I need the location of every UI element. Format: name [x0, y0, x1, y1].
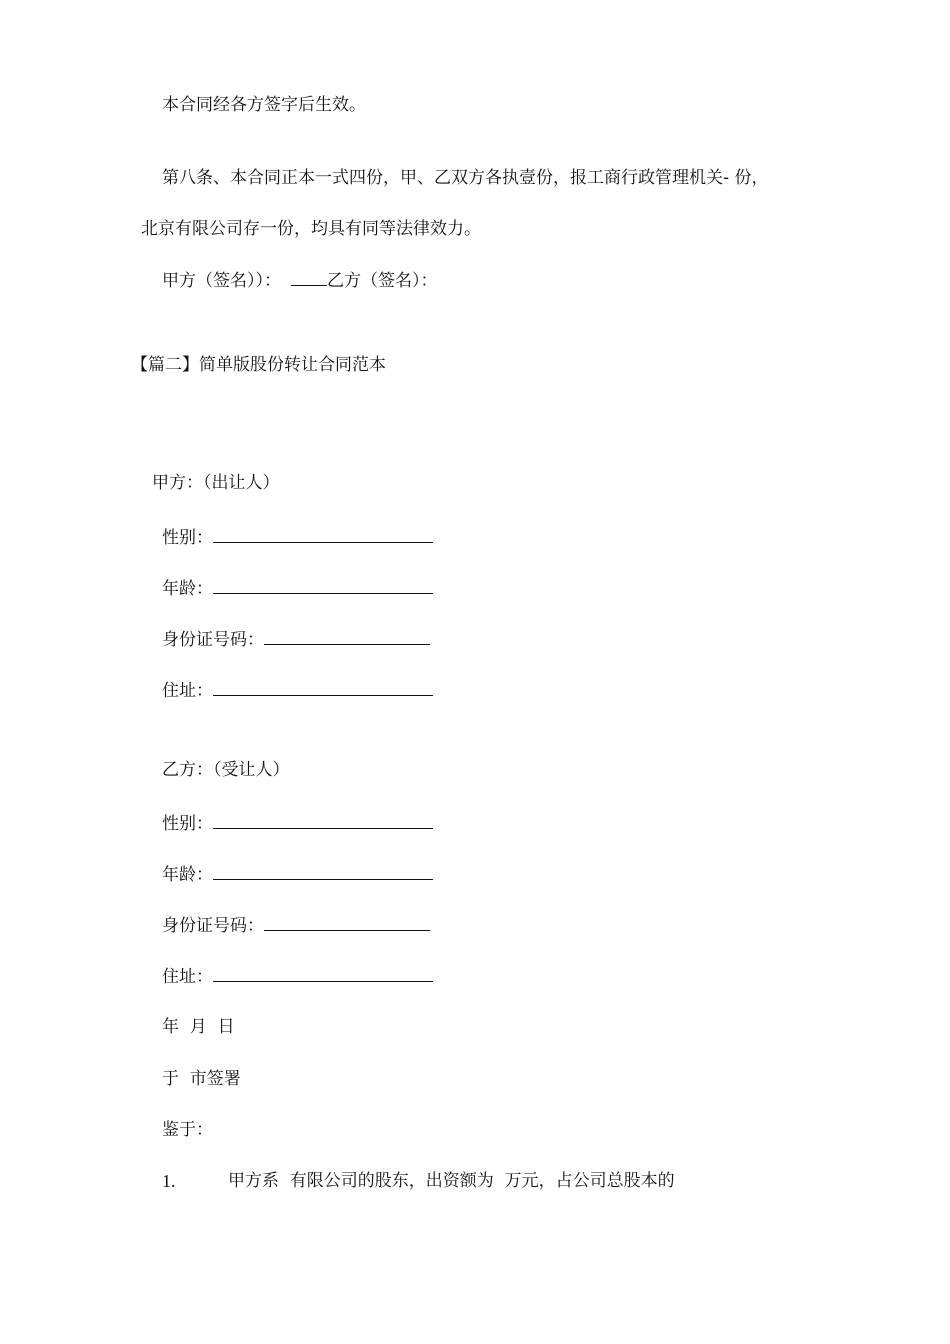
party-b-age-blank: [213, 863, 433, 880]
party-b-gender: [162, 812, 433, 835]
party-b-address: [162, 965, 433, 988]
party-b-gender-label: 性别：: [162, 814, 213, 834]
party-a-gender: [162, 526, 433, 549]
party-a-address: [162, 679, 433, 702]
section-title: 【篇二】简单版股份转让合同范本: [131, 355, 386, 375]
party-b-address-label: 住址：: [162, 967, 213, 987]
party-b-gender-blank: [213, 812, 433, 829]
party-a-id: [162, 628, 430, 651]
signature-party-a-label: 甲方（签名））：: [162, 271, 281, 291]
signature-party-a-blank: [291, 269, 327, 286]
party-a-gender-label: 性别：: [162, 528, 213, 548]
party-a-age-blank: [213, 577, 433, 594]
date-line: 年 月 日: [162, 1017, 235, 1037]
party-a-address-blank: [213, 679, 433, 696]
party-b-address-blank: [213, 965, 433, 982]
party-b-id-label: 身份证号码：: [162, 916, 264, 936]
party-a-heading: 甲方：（出让人）: [152, 473, 280, 493]
party-b-age: [162, 863, 433, 886]
party-b-id-blank: [264, 914, 430, 931]
paragraph-article8-line2: 北京有限公司存一份，均具有同等法律效力。: [141, 219, 481, 239]
clause-1-text: 甲方系 有限公司的股东，出资额为 万元，占公司总股本的: [228, 1171, 675, 1191]
party-a-age-label: 年龄：: [162, 579, 213, 599]
clause-1-number: 1.: [162, 1171, 176, 1191]
clause-1: [162, 1170, 675, 1193]
party-a-id-blank: [264, 628, 430, 645]
party-b-heading: 乙方：（受让人）: [162, 760, 290, 780]
paragraph-effective: 本合同经各方签字后生效。: [162, 95, 366, 115]
whereas-line: 鉴于：: [162, 1120, 213, 1140]
party-b-age-label: 年龄：: [162, 865, 213, 885]
paragraph-article8-line1: 第八条、本合同正本一式四份，甲、乙双方各执壹份，报工商行政管理机关- 份，: [162, 168, 769, 188]
party-a-age: [162, 577, 433, 600]
party-b-id: [162, 914, 430, 937]
signature-line: [162, 269, 438, 292]
party-a-id-label: 身份证号码：: [162, 630, 264, 650]
place-line: 于 市签署: [162, 1069, 241, 1089]
party-a-gender-blank: [213, 526, 433, 543]
party-a-address-label: 住址：: [162, 681, 213, 701]
signature-party-b-label: 乙方（签名）：: [327, 271, 438, 291]
